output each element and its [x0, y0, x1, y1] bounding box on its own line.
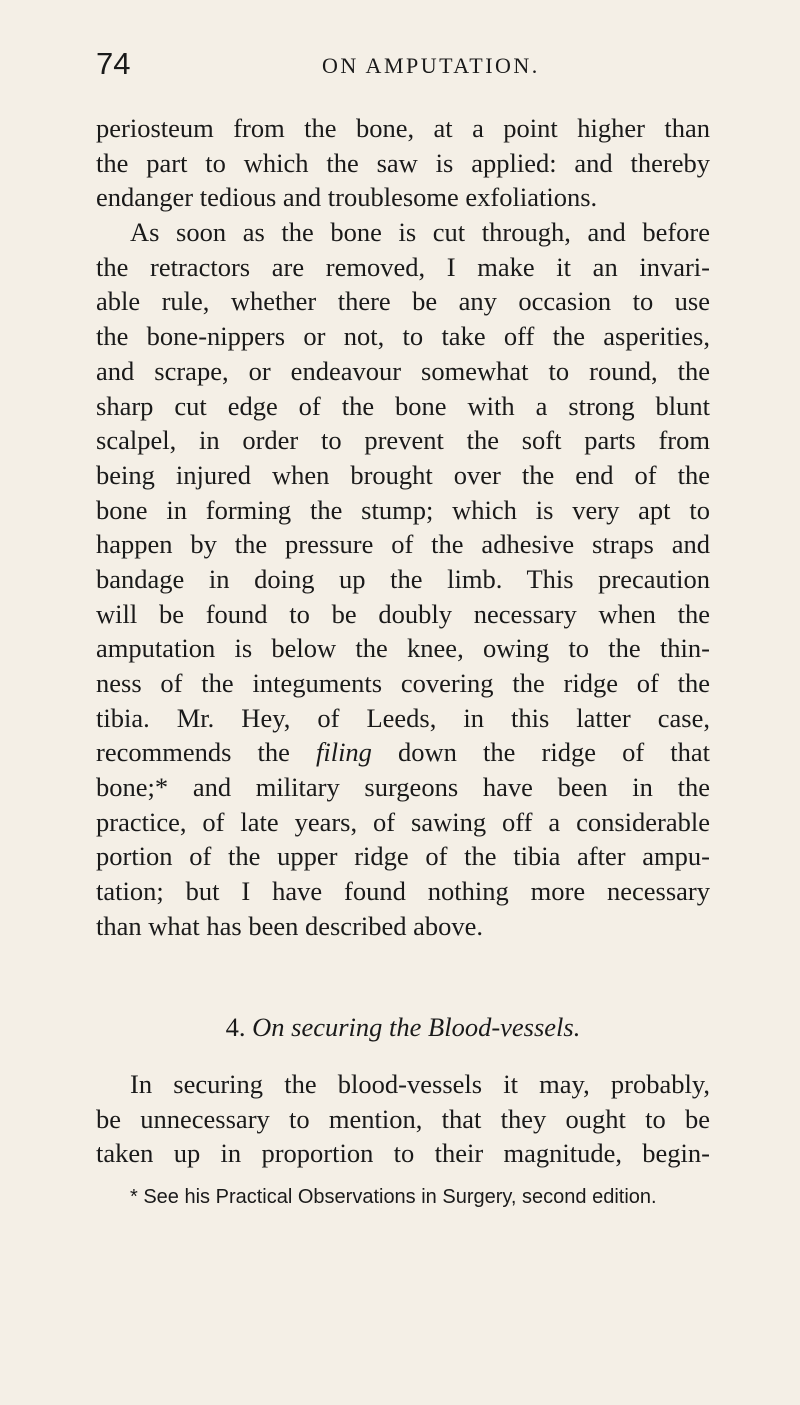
text-line: amputation is below the knee, owing to the thin- — [96, 633, 710, 664]
text-line: able rule, whether there be any occasion to use — [96, 286, 710, 317]
text-line: As soon as the bone is cut through, and before — [130, 217, 710, 248]
text-line: taken up in proportion to their magnitude, begin- — [96, 1138, 710, 1169]
text-line: will be found to be doubly necessary when the — [96, 598, 710, 629]
text-line: than what has been described above. — [96, 910, 484, 941]
text-line: endanger tedious and troublesome exfoliations. — [96, 182, 598, 213]
page-number: 74 — [96, 46, 131, 81]
text-line: bandage in doing up the limb. This precaution — [96, 563, 710, 594]
text-line: portion of the upper ridge of the tibia after ampu- — [96, 841, 710, 872]
text-line: bone;* and military surgeons have been in the — [96, 772, 710, 803]
main-text — [96, 111, 710, 944]
text-line: tation; but I have found nothing more necessary — [96, 876, 710, 907]
text-line: be unnecessary to mention, that they ought to be — [96, 1103, 710, 1134]
text-line: happen by the pressure of the adhesive straps and — [96, 529, 710, 560]
text-line: the retractors are removed, I make it an invari- — [96, 251, 710, 282]
text-line: the part to which the saw is applied: and thereby — [96, 147, 710, 178]
text-line: bone in forming the stump; which is very apt to — [96, 494, 710, 525]
text-line: and scrape, or endeavour somewhat to round, the — [96, 355, 710, 386]
section-heading — [96, 1009, 710, 1045]
text-line: being injured when brought over the end of the — [96, 459, 710, 490]
section-text — [96, 1067, 710, 1171]
text-line: periosteum from the bone, at a point higher than — [96, 113, 710, 143]
text-line: practice, of late years, of sawing off a considerable — [96, 806, 710, 837]
italic-word: filing — [315, 737, 372, 768]
text-line — [96, 735, 710, 770]
text-segment: down the ridge of that — [371, 737, 710, 768]
text-line: sharp cut edge of the bone with a strong blunt — [96, 390, 710, 421]
section-number: 4. — [225, 1012, 246, 1042]
text-line: tibia. Mr. Hey, of Leeds, in this latter case, — [96, 702, 710, 733]
running-head: ON AMPUTATION. — [322, 53, 540, 78]
text-segment: recommends the — [96, 737, 316, 768]
text-line: scalpel, in order to prevent the soft parts from — [96, 425, 710, 456]
text-line: In securing the blood-vessels it may, probably, — [130, 1069, 710, 1099]
footnote: * See his Practical Observations in Surgery, second edition. — [130, 1186, 657, 1208]
section-title: On securing the Blood-vessels. — [252, 1012, 581, 1042]
text-line: the bone-nippers or not, to take off the asperities, — [96, 321, 710, 352]
page-header — [96, 44, 710, 84]
text-line: ness of the integuments covering the ridge of the — [96, 668, 710, 698]
